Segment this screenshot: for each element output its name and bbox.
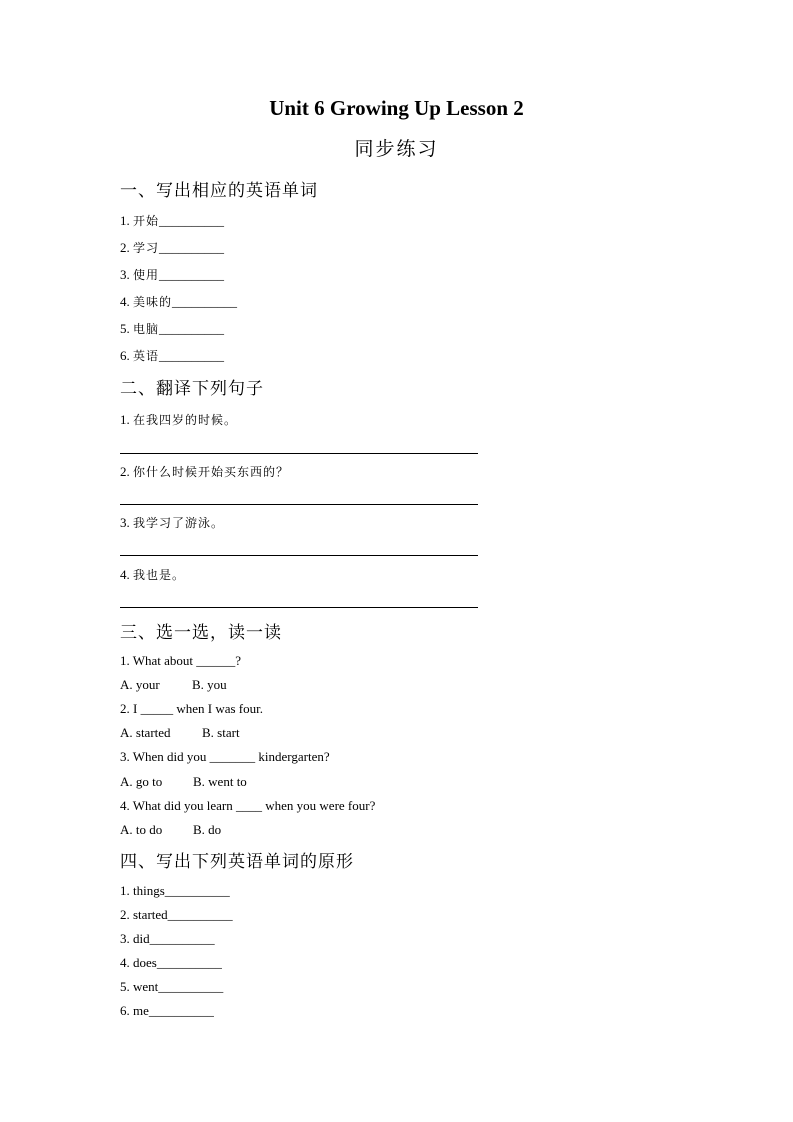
section4-item-5: 5. went__________ xyxy=(120,979,224,994)
item-number: 1. xyxy=(120,213,130,228)
option-a: A. go to xyxy=(120,774,163,789)
section1-item-1 xyxy=(120,212,224,229)
item-text: 你什么时候开始买东西的？ xyxy=(133,465,290,479)
item-text: 我也是。 xyxy=(133,568,186,582)
section3-options-4 xyxy=(120,822,221,838)
option-b: B. start xyxy=(202,725,240,740)
answer-blank: __________ xyxy=(159,213,225,228)
section3-options-2 xyxy=(120,725,240,741)
section4-heading: 四、写出下列英语单词的原形 xyxy=(120,852,354,872)
answer-blank: __________ xyxy=(159,240,225,255)
section1-item-2 xyxy=(120,239,224,256)
section3-question-3: 3. When did you _______ kindergarten? xyxy=(120,749,330,764)
section2-item-2 xyxy=(120,463,289,480)
section1-item-3 xyxy=(120,266,224,283)
section2-heading: 二、翻译下列句子 xyxy=(120,379,264,399)
option-a: A. to do xyxy=(120,822,163,837)
item-text: 我学习了游泳。 xyxy=(133,516,225,530)
answer-blank: __________ xyxy=(172,294,238,309)
answer-blank: __________ xyxy=(159,267,225,282)
answer-line xyxy=(120,453,478,454)
item-number: 1. xyxy=(120,412,130,427)
section3-options-3 xyxy=(120,774,247,790)
section4-item-6: 6. me__________ xyxy=(120,1003,214,1018)
item-number: 4. xyxy=(120,294,130,309)
section4-item-4: 4. does__________ xyxy=(120,955,222,970)
answer-line xyxy=(120,555,478,556)
item-number: 2. xyxy=(120,240,130,255)
answer-blank: __________ xyxy=(159,321,225,336)
option-b: B. went to xyxy=(193,774,247,789)
answer-line xyxy=(120,607,478,608)
page-subtitle: 同步练习 xyxy=(354,138,439,160)
item-number: 5. xyxy=(120,321,130,336)
section3-question-2: 2. I _____ when I was four. xyxy=(120,701,263,716)
item-number: 4. xyxy=(120,567,130,582)
option-a: A. your xyxy=(120,677,160,692)
section3-question-4: 4. What did you learn ____ when you were four? xyxy=(120,798,376,813)
option-a: A. started xyxy=(120,725,171,740)
section4-item-2: 2. started__________ xyxy=(120,907,233,922)
item-number: 6. xyxy=(120,348,130,363)
item-text: 在我四岁的时候。 xyxy=(133,413,238,427)
item-number: 2. xyxy=(120,464,130,479)
item-text: 学习 xyxy=(133,241,160,255)
section1-item-5 xyxy=(120,320,224,337)
option-b: B. do xyxy=(193,822,222,837)
item-text: 电脑 xyxy=(133,322,160,336)
page-title: Unit 6 Growing Up Lesson 2 xyxy=(269,96,524,120)
section2-item-4 xyxy=(120,566,185,583)
item-text: 美味的 xyxy=(133,295,173,309)
section3-heading: 三、选一选，读一读 xyxy=(120,623,282,643)
section1-item-6 xyxy=(120,347,224,364)
item-number: 3. xyxy=(120,267,130,282)
item-number: 3. xyxy=(120,515,130,530)
section1-item-4 xyxy=(120,293,237,310)
item-text: 使用 xyxy=(133,268,160,282)
section2-item-3 xyxy=(120,514,224,531)
section2-item-1 xyxy=(120,411,237,428)
section3-options-1 xyxy=(120,677,227,693)
item-text: 开始 xyxy=(133,214,160,228)
section4-item-3: 3. did__________ xyxy=(120,931,215,946)
section1-heading: 一、写出相应的英语单词 xyxy=(120,181,318,201)
section4-item-1: 1. things__________ xyxy=(120,883,230,898)
answer-blank: __________ xyxy=(159,348,225,363)
answer-line xyxy=(120,504,478,505)
option-b: B. you xyxy=(192,677,227,692)
item-text: 英语 xyxy=(133,349,160,363)
section3-question-1: 1. What about ______? xyxy=(120,653,242,668)
